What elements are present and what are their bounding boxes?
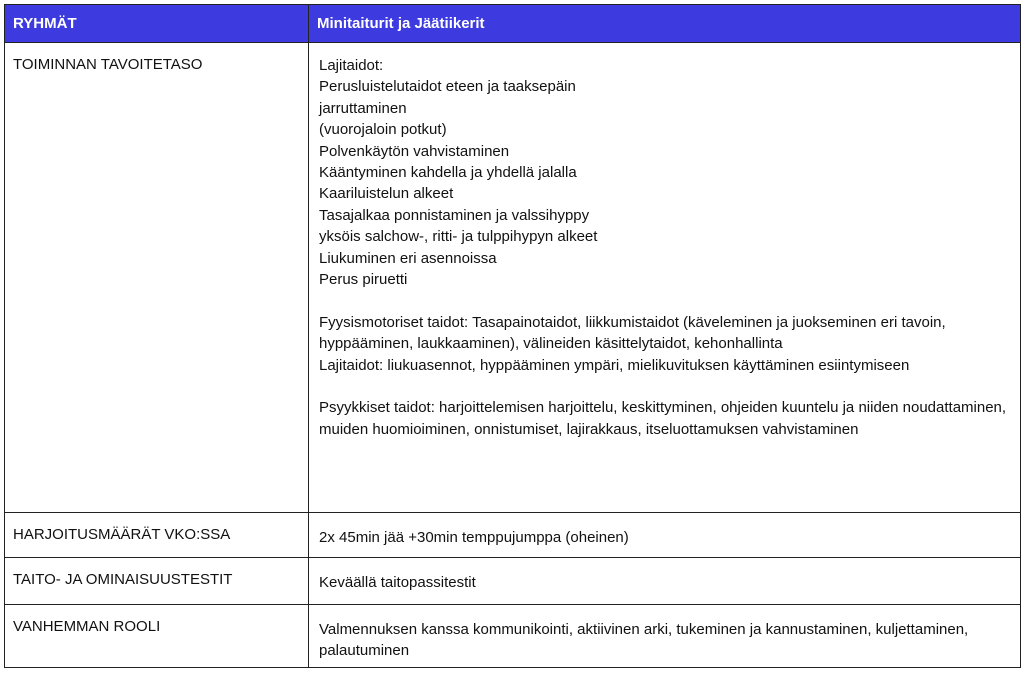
paragraph-gap xyxy=(319,290,1010,311)
groups-table xyxy=(4,4,1021,668)
row-value: Keväällä taitopassitestit xyxy=(319,574,476,591)
row-value-cell xyxy=(309,513,1021,558)
row-label: TOIMINNAN TAVOITETASO xyxy=(13,56,203,73)
table-row-parent xyxy=(5,605,1021,668)
row-value: Valmennuksen kanssa kommunikointi, aktiivinen arki, tukeminen ja kannustaminen, kuljettaminen, palautuminen xyxy=(319,621,969,660)
sport-skills-line: Tasajalkaa ponnistaminen ja valssihyppy xyxy=(319,206,590,224)
physical-skills-paragraph: Fyysismotoriset taidot: Tasapainotaidot, liikkumistaidot (käveleminen ja juokseminen eri tavoin, hyppääminen, laukkaaminen), välineiden käsittelytaidot, kehonhallinta xyxy=(319,313,946,353)
row-label-cell xyxy=(5,605,309,668)
row-label: TAITO- JA OMINAISUUSTESTIT xyxy=(13,571,233,588)
table-row-tests xyxy=(5,558,1021,605)
mental-skills-paragraph: Psyykkiset taidot: harjoittelemisen harjoittelu, keskittyminen, ohjeiden kuuntelu ja niiden noudattaminen, muiden huomioiminen, onnistumiset, lajirakkaus, itseluottamuksen vahvistaminen xyxy=(319,399,1007,438)
row-value-cell xyxy=(309,605,1021,668)
sport-skills-line: Liukuminen eri asennoissa xyxy=(319,249,497,267)
row-value-cell xyxy=(309,558,1021,605)
header-groups-label: RYHMÄT xyxy=(13,15,77,32)
table-header-row xyxy=(5,5,1021,43)
sport-skills-line: Kääntyminen kahdella ja yhdellä jalalla xyxy=(319,164,577,182)
sport-skills-line: Perus piruetti xyxy=(319,271,408,289)
row-label: HARJOITUSMÄÄRÄT VKO:SSA xyxy=(13,526,231,543)
row-label-cell xyxy=(5,43,309,513)
header-group-name xyxy=(309,5,1021,43)
table-row-objectives xyxy=(5,43,1021,513)
sport-skills-line: (vuorojaloin potkut) xyxy=(319,121,447,139)
header-group-name-label: Minitaiturit ja Jäätiikerit xyxy=(317,15,485,32)
row-label: VANHEMMAN ROOLI xyxy=(13,618,161,635)
sport-skills-line: yksöis salchow-, ritti- ja tulppihypyn alkeet xyxy=(319,228,598,246)
sport-skills-line: jarruttaminen xyxy=(319,99,407,117)
row-value: 2x 45min jää +30min temppujumppa (oheinen) xyxy=(319,529,629,546)
header-groups xyxy=(5,5,309,43)
row-value-cell xyxy=(309,43,1021,513)
table-row-sessions xyxy=(5,513,1021,558)
sport-skills-extra-paragraph: Lajitaidot: liukuasennot, hyppääminen ympäri, mielikuvituksen käyttäminen esiintymiseen xyxy=(319,356,910,374)
row-label-cell xyxy=(5,558,309,605)
sport-skills-line: Lajitaidot: xyxy=(319,57,384,74)
sport-skills-line: Polvenkäytön vahvistaminen xyxy=(319,142,510,160)
objectives-content xyxy=(309,43,1020,444)
row-label-cell xyxy=(5,513,309,558)
sport-skills-line: Perusluistelutaidot eteen ja taaksepäin xyxy=(319,78,576,96)
paragraph-gap xyxy=(319,376,1010,397)
sport-skills-line: Kaariluistelun alkeet xyxy=(319,185,454,203)
